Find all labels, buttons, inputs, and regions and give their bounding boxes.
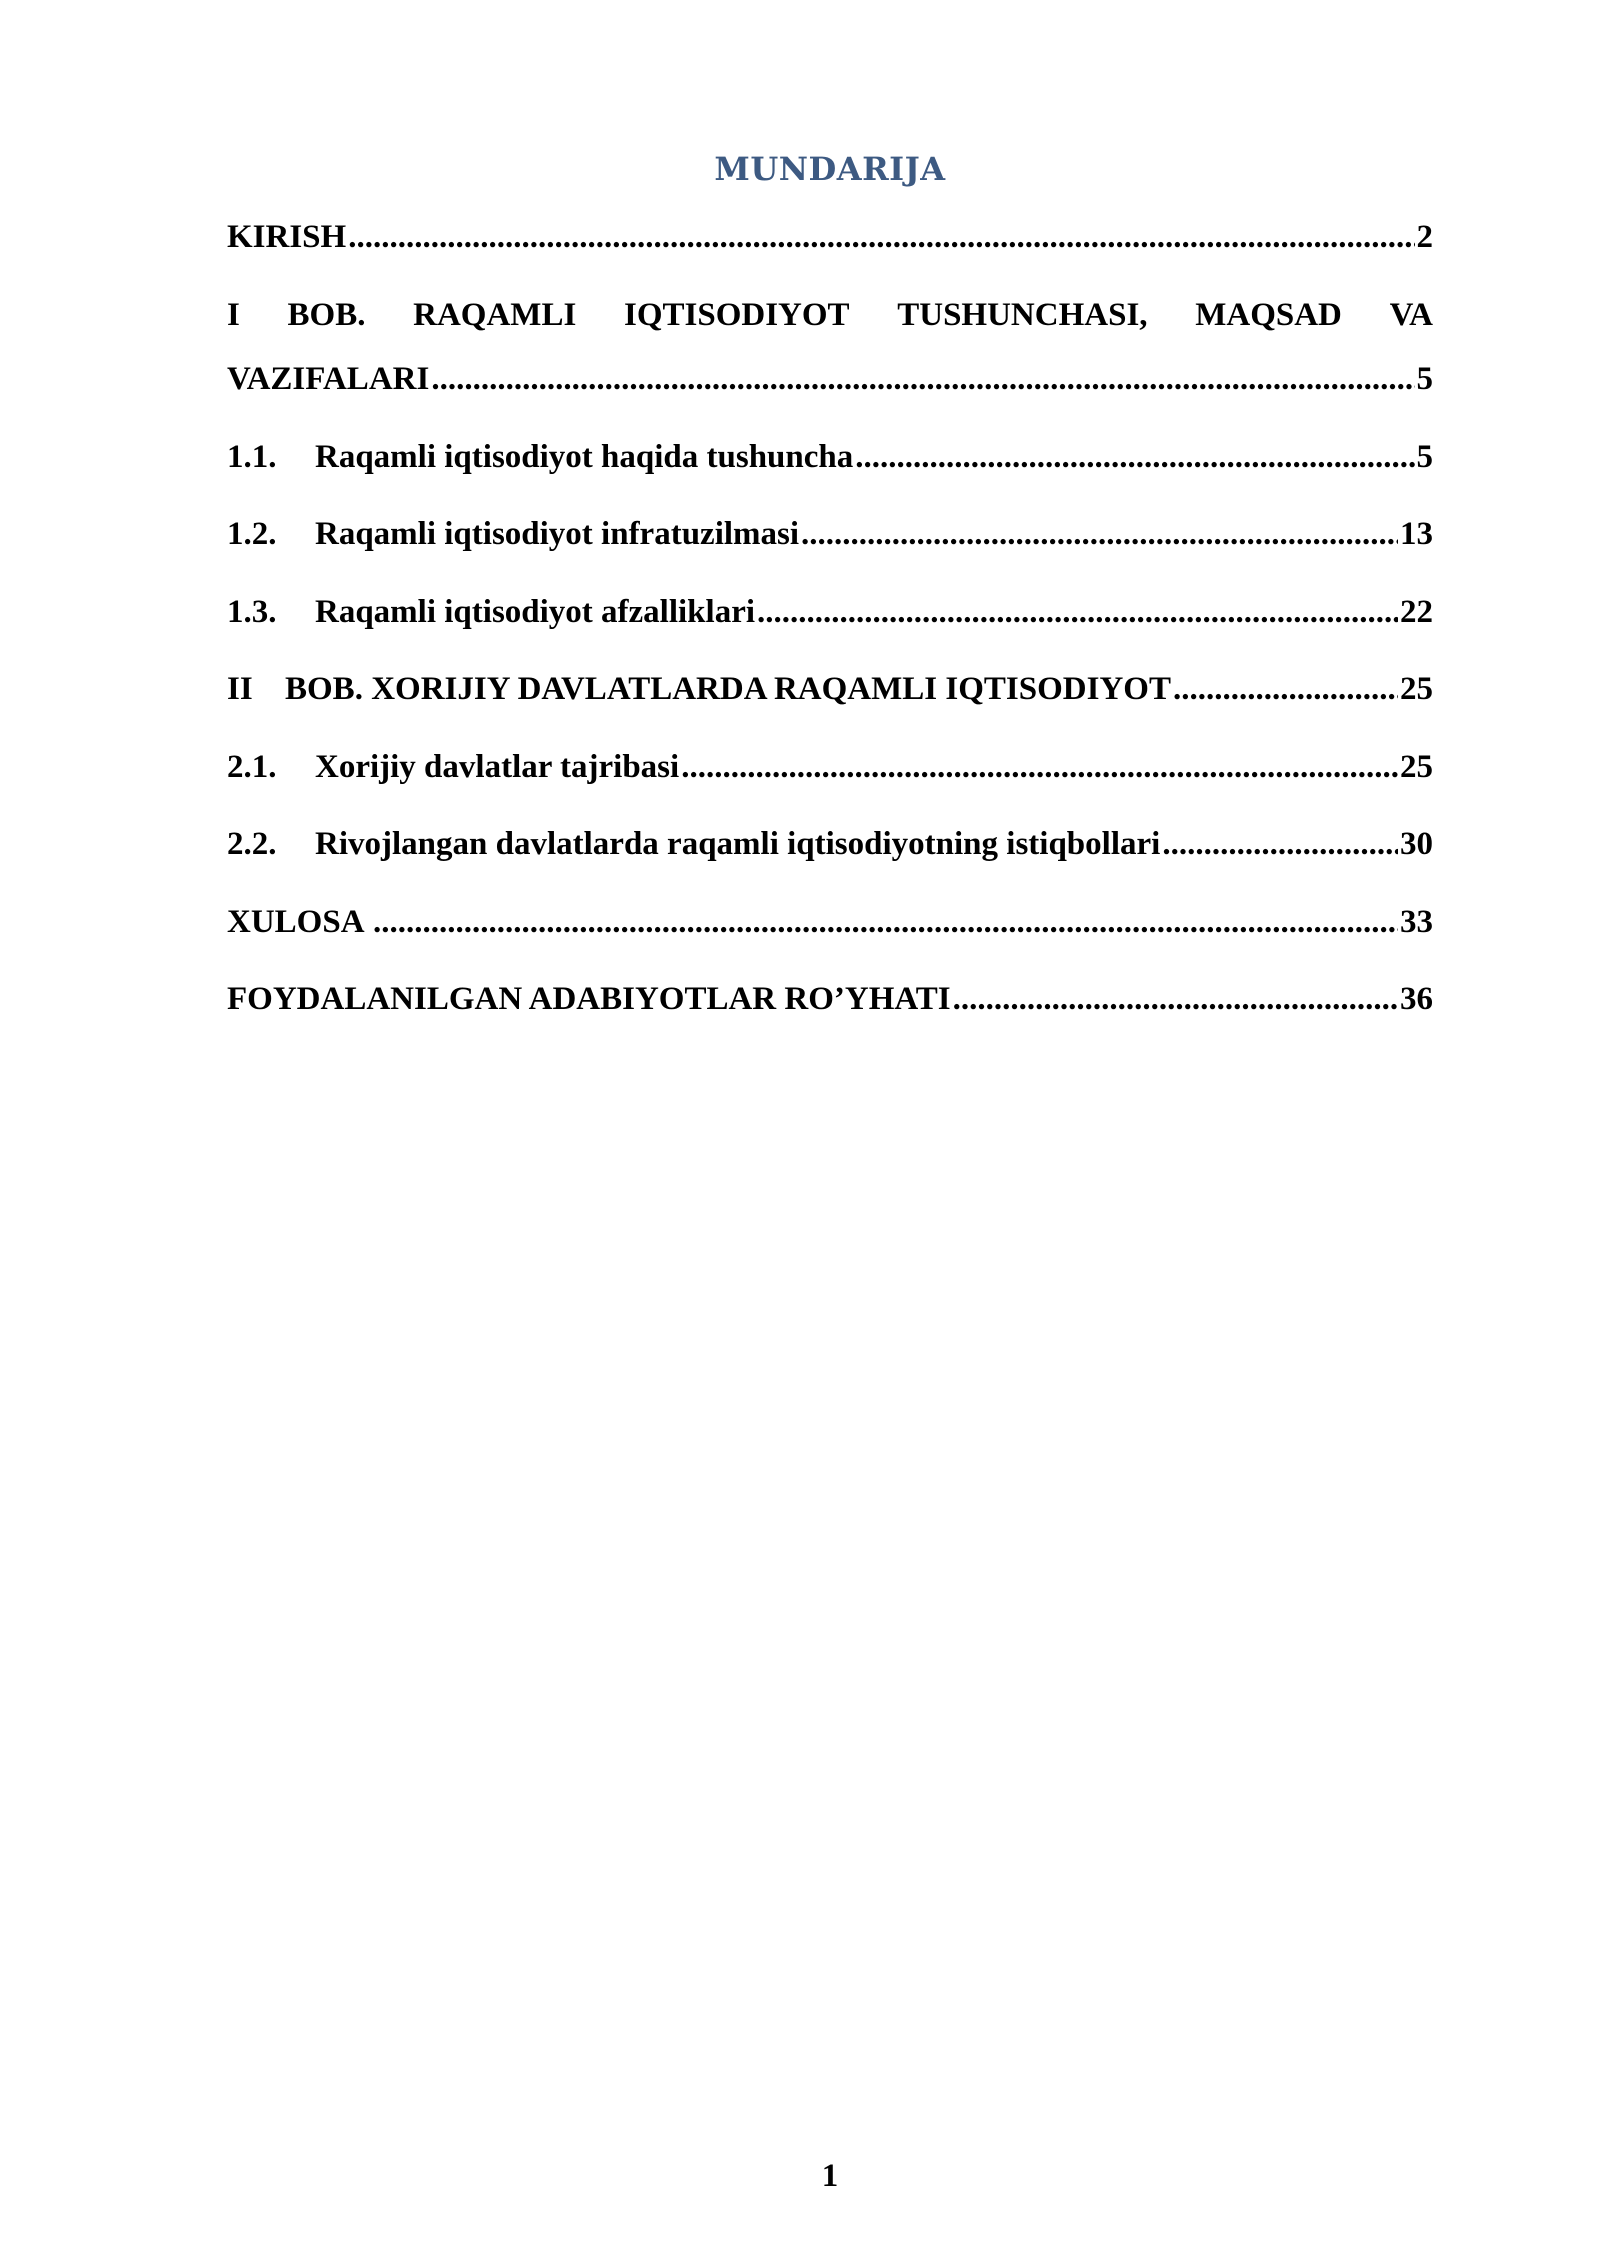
toc-entry-text: Raqamli iqtisodiyot afzalliklari — [315, 594, 756, 630]
toc-leader-dots — [801, 514, 1398, 554]
toc-entry-text: XULOSA — [227, 904, 371, 940]
toc-leader-dots — [855, 437, 1414, 477]
toc-entry-text: Rivojlangan davlatlarda raqamli iqtisodiyotning istiqbollari — [315, 826, 1161, 862]
toc-entry-page: 30 — [1400, 826, 1433, 862]
toc-entry-1-2[interactable] — [227, 514, 1433, 554]
section-number: 1.3. — [227, 594, 277, 630]
toc-entry-text: VAZIFALARI — [227, 361, 430, 397]
section-number: 1.1. — [227, 439, 277, 475]
toc-leader-dots — [348, 217, 1414, 257]
toc-entry-2-2[interactable] — [227, 824, 1433, 864]
toc-entry-page: 36 — [1400, 981, 1433, 1017]
toc-leader-dots — [681, 747, 1398, 787]
chapter-word: MAQSAD — [1195, 297, 1342, 333]
toc-entry-chapter1-line2[interactable] — [227, 359, 1433, 399]
toc-entry-1-1[interactable] — [227, 437, 1433, 477]
toc-entry-text: Xorijiy davlatlar tajribasi — [315, 749, 680, 785]
toc-entry-page: 5 — [1416, 439, 1433, 475]
toc-leader-dots — [1173, 669, 1398, 709]
toc-entry-intro[interactable] — [227, 217, 1433, 257]
page-number: 1 — [821, 2158, 839, 2194]
section-number: 2.2. — [227, 826, 277, 862]
toc-entry-1-3[interactable] — [227, 592, 1433, 632]
toc-leader-dots — [373, 902, 1398, 942]
toc-entry-page: 2 — [1416, 219, 1433, 255]
toc-entry-page: 25 — [1400, 671, 1433, 707]
chapter-word: TUSHUNCHASI, — [897, 297, 1148, 333]
toc-leader-dots — [953, 979, 1398, 1019]
toc-entry-text: Raqamli iqtisodiyot infratuzilmasi — [315, 516, 800, 552]
toc-entry-page: 13 — [1400, 516, 1433, 552]
chapter-number: II — [227, 671, 253, 707]
toc-leader-dots — [431, 359, 1414, 399]
chapter-word: IQTISODIYOT — [623, 297, 850, 333]
toc-entry-chapter2[interactable] — [227, 669, 1433, 709]
section-number: 2.1. — [227, 749, 277, 785]
toc-entry-text: Raqamli iqtisodiyot haqida tushuncha — [315, 439, 854, 475]
toc-leader-dots — [757, 592, 1398, 632]
toc-entry-page: 33 — [1400, 904, 1433, 940]
section-number: 1.2. — [227, 516, 277, 552]
chapter-word: RAQAMLI — [413, 297, 577, 333]
toc-leader-dots — [1162, 824, 1398, 864]
toc-entry-text: FOYDALANILGAN ADABIYOTLAR RO’YHATI — [227, 981, 951, 1017]
chapter-word: BOB. — [287, 297, 366, 333]
toc-entry-references[interactable] — [227, 979, 1433, 1019]
toc-entry-text: BOB. XORIJIY DAVLATLARDA RAQAMLI IQTISODIYOT — [285, 671, 1171, 707]
toc-entry-2-1[interactable] — [227, 747, 1433, 787]
toc-title: MUNDARIJA — [714, 150, 946, 188]
toc-entry-conclusion[interactable] — [227, 902, 1433, 942]
toc-entry-page: 25 — [1400, 749, 1433, 785]
toc-entry-text: KIRISH — [227, 219, 347, 255]
toc-entry-page: 22 — [1400, 594, 1433, 630]
chapter-number: I — [227, 297, 240, 333]
toc-entry-chapter1-line1[interactable] — [227, 295, 1433, 335]
chapter-word: VA — [1389, 297, 1433, 333]
toc-entry-page: 5 — [1416, 361, 1433, 397]
